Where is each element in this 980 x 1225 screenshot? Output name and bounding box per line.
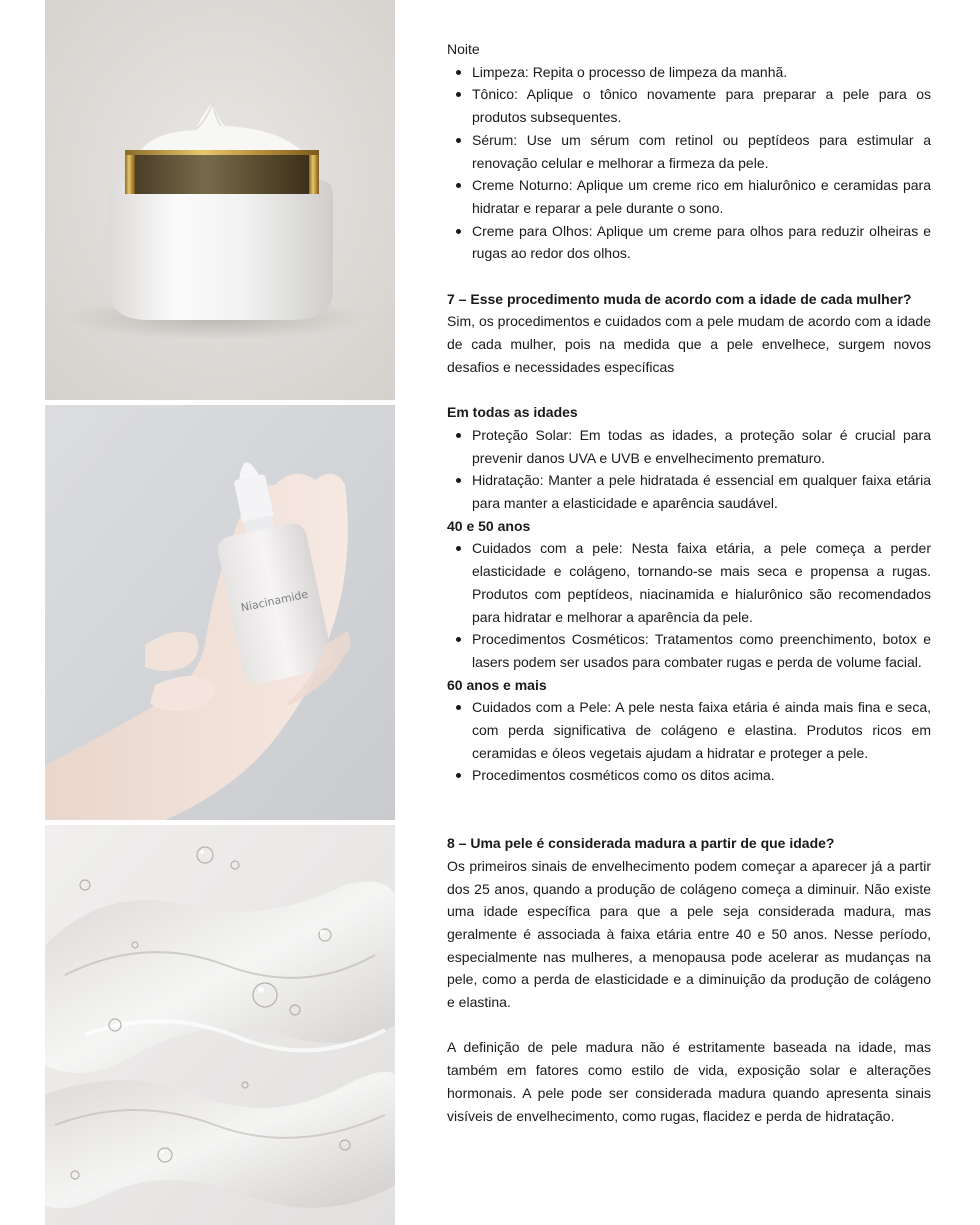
- list-item: Procedimentos cosméticos como os ditos acima.: [472, 764, 931, 787]
- gel-texture-icon: [45, 825, 395, 1225]
- gel-texture-photo: [45, 825, 395, 1225]
- article-text: [447, 38, 931, 1127]
- cream-jar-photo: [45, 0, 395, 400]
- all-ages-heading: Em todas as idades: [447, 404, 578, 421]
- night-heading: Noite: [447, 41, 480, 57]
- list-item: Creme Noturno: Aplique um creme rico em hialurônico e ceramidas para hidratar e reparar a pele durante o sono.: [472, 174, 931, 219]
- list-item: Proteção Solar: Em todas as idades, a proteção solar é crucial para prevenir danos UVA e UVB e envelhecimento prematuro.: [472, 424, 931, 469]
- list-item: Cuidados com a Pele: A pele nesta faixa etária é ainda mais fina e seca, com perda significativa de colágeno e elastina. Produtos ricos em ceramidas e óleos vegetais ajudam a hidratar e proteger a pele.: [472, 696, 931, 764]
- list-item: Limpeza: Repita o processo de limpeza da manhã.: [472, 61, 931, 84]
- photo-column: [45, 0, 395, 1225]
- q7-answer: Sim, os procedimentos e cuidados com a pele mudam de acordo com a idade de cada mulher, pois na medida que a pele envelhece, surgem novos desafios e necessidades específicas: [447, 313, 931, 375]
- q8-paragraph-1: Os primeiros sinais de envelhecimento podem começar a aparecer já a partir dos 25 anos, quando a produção de colágeno começa a diminuir. Não existe uma idade específica para que a pele seja considerada madura, mas geralmente é associada à faixa etária entre 40 e 50 anos. Nesse período, especialmente nas mulheres, a menopausa pode acelerar as mudanças na pele, como a perda de elasticidade e a diminuição da produção de colágeno e elastina.: [447, 857, 931, 1011]
- list-item: Sérum: Use um sérum com retinol ou peptídeos para estimular a renovação celular e melhorar a firmeza da pele.: [472, 129, 931, 174]
- age-40-50-list: [447, 537, 931, 673]
- age-40-50-heading: 40 e 50 anos: [447, 517, 531, 534]
- list-item: Hidratação: Manter a pele hidratada é essencial em qualquer faixa etária para manter a elasticidade e aparência saudável.: [472, 469, 931, 514]
- list-item: Cuidados com a pele: Nesta faixa etária, a pele começa a perder elasticidade e colágeno, tornando-se mais seca e propensa a rugas. Produtos com peptídeos, niacinamida e hialurônico são recomendados para hidratar e melhorar a aparência da pele.: [472, 537, 931, 628]
- age-60-list: [447, 696, 931, 787]
- age-60-heading: 60 anos e mais: [447, 676, 547, 693]
- list-item: Tônico: Aplique o tônico novamente para preparar a pele para os produtos subsequentes.: [472, 83, 931, 128]
- cream-jar-icon: [45, 0, 395, 400]
- night-list: [447, 61, 931, 265]
- serum-bottle-photo: [45, 405, 395, 820]
- q7-question: 7 – Esse procedimento muda de acordo com a idade de cada mulher?: [447, 290, 912, 307]
- list-item: Creme para Olhos: Aplique um creme para olhos para reduzir olheiras e rugas ao redor dos olhos.: [472, 220, 931, 265]
- bottle-label: Niacinamide: [239, 587, 310, 615]
- q8-paragraph-2: A definição de pele madura não é estritamente baseada na idade, mas também em fatores como estilo de vida, exposição solar e alterações hormonais. A pele pode ser considerada madura quando apresenta sinais visíveis de envelhecimento, como rugas, flacidez e perda de hidratação.: [447, 1039, 931, 1124]
- q8-question: 8 – Uma pele é considerada madura a partir de que idade?: [447, 835, 835, 852]
- all-ages-list: [447, 424, 931, 515]
- list-item: Procedimentos Cosméticos: Tratamentos como preenchimento, botox e lasers podem ser usados para combater rugas e perda de volume facial.: [472, 628, 931, 673]
- dropper-bottle-icon: [45, 405, 395, 820]
